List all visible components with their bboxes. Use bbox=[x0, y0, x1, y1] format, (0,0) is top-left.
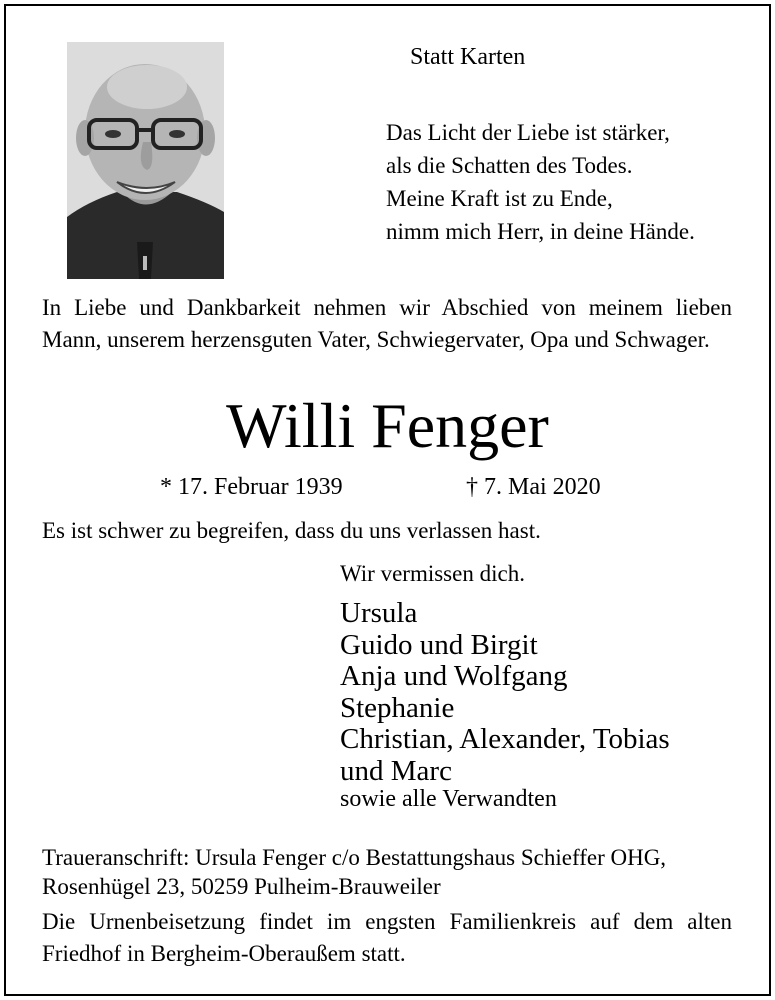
statt-karten-heading: Statt Karten bbox=[410, 44, 526, 70]
burial-notice: Die Urnenbeisetzung findet im engsten Familienkreis auf dem alten Friedhof in Bergheim-Oberaußem statt. bbox=[42, 909, 732, 966]
family-member: und Marc bbox=[340, 754, 452, 787]
address-line: Rosenhügel 23, 50259 Pulheim-Brauweiler bbox=[42, 874, 441, 899]
message-text: Es ist schwer zu begreifen, dass du uns verlassen hast. bbox=[42, 518, 541, 543]
family-list bbox=[340, 598, 670, 787]
death-date: † 7. Mai 2020 bbox=[466, 474, 601, 500]
relatives-text: sowie alle Verwandten bbox=[340, 786, 557, 812]
family-member: Ursula bbox=[340, 597, 418, 629]
address-line: Traueranschrift: Ursula Fenger c/o Bestattungshaus Schieffer OHG, bbox=[42, 845, 667, 870]
miss-you-text: Wir vermissen dich. bbox=[340, 561, 525, 586]
poem-line: nimm mich Herr, in deine Hände. bbox=[386, 219, 695, 244]
deceased-name: Willi Fenger bbox=[226, 390, 549, 461]
family-member: Stephanie bbox=[340, 691, 455, 724]
birth-date: * 17. Februar 1939 bbox=[160, 474, 343, 500]
family-member: Guido und Birgit bbox=[340, 628, 538, 661]
poem-line: Meine Kraft ist zu Ende, bbox=[386, 186, 613, 211]
mourning-address bbox=[42, 843, 666, 901]
poem-line: als die Schatten des Todes. bbox=[386, 153, 633, 178]
poem-line: Das Licht der Liebe ist stärker, bbox=[386, 120, 670, 145]
intro-text: In Liebe und Dankbarkeit nehmen wir Abschied von meinem lieben Mann, unserem herzensguten Vater, Schwiegervater, Opa und Schwager. bbox=[42, 295, 732, 352]
family-member: Christian, Alexander, Tobias bbox=[340, 723, 670, 755]
portrait-photo bbox=[67, 42, 224, 279]
poem bbox=[386, 116, 695, 248]
portrait-icon bbox=[67, 42, 224, 279]
family-member: Anja und Wolfgang bbox=[340, 660, 568, 692]
